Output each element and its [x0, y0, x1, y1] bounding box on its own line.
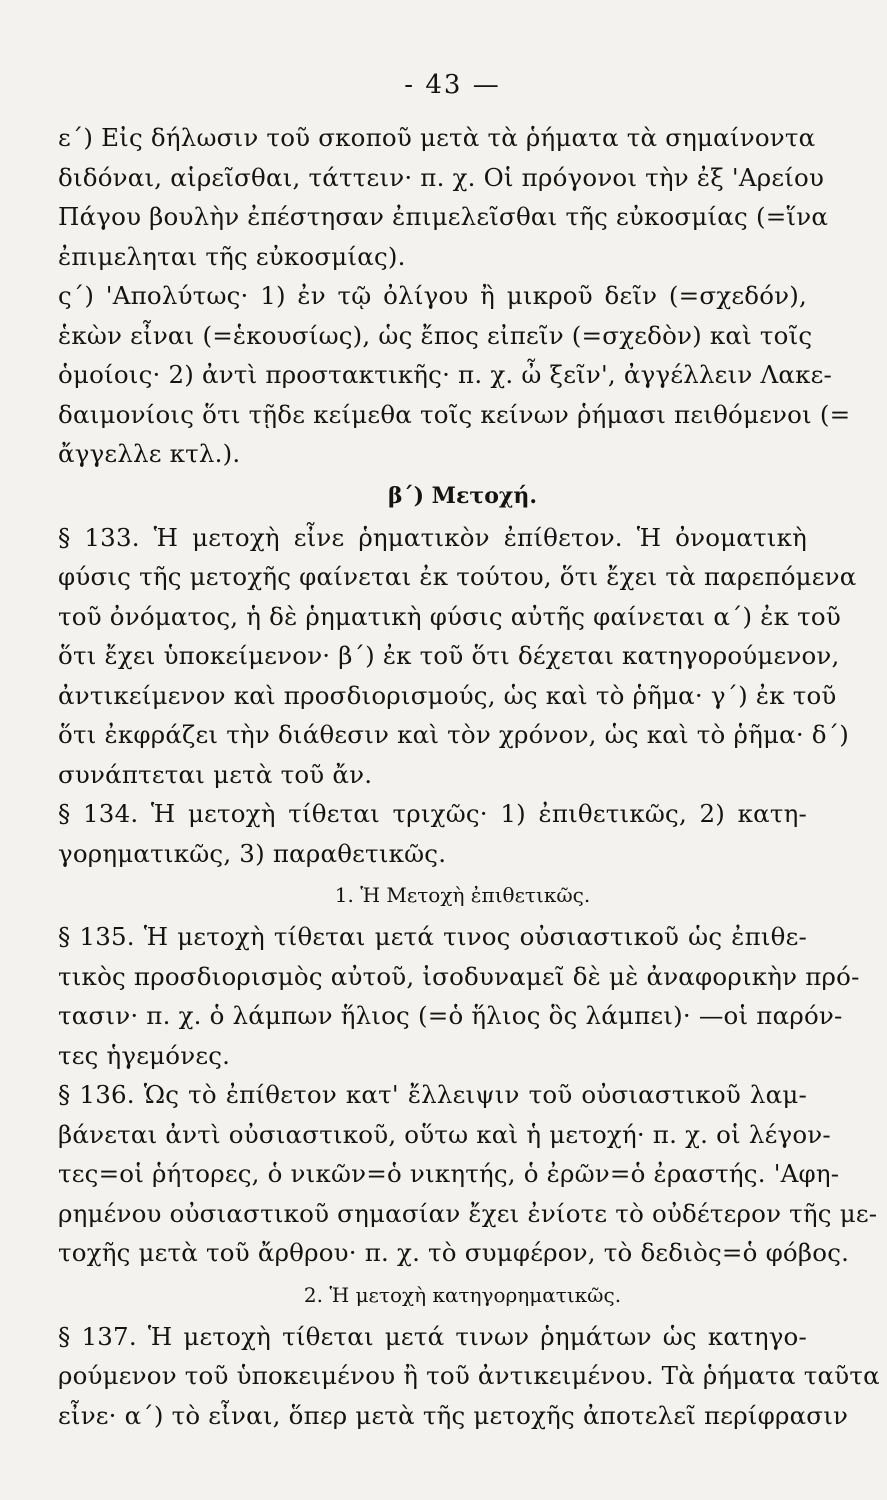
text-line: ἑκὼν εἶναι (=ἑκουσίως), ὡς ἔπος εἰπεῖν (=σχεδὸν) καὶ τοῖς: [58, 320, 813, 350]
text-line: Πάγου βουλὴν ἐπέστησαν ἐπιμελεῖσθαι τῆς εὐκοσμίας (=ἵνα: [58, 202, 829, 231]
subsection-heading-2: 2. Ἡ μετοχὴ κατηγορηματικῶς.: [303, 1282, 622, 1307]
text-line: τοχῆς μετὰ τοῦ ἄρθρου· π. χ. τὸ συμφέρον, τὸ δεδιὸς=ὁ φόβος.: [58, 1238, 850, 1267]
text-line: ἄγγελλε κτλ.).: [58, 439, 241, 468]
paragraph-136: [58, 1075, 878, 1273]
text-line: § 133. Ἡ μετοχὴ εἶνε ῥηματικὸν ἐπίθετον. Ἡ ὀνοματικὴ: [58, 522, 807, 552]
paragraph-137: [58, 1317, 880, 1436]
text-line: § 135. Ἡ μετοχὴ τίθεται μετά τινος οὐσιαστικοῦ ὡς ἐπιθε-: [58, 922, 807, 951]
text-line: διδόναι, αἱρεῖσθαι, τάττειν· π. χ. Οἱ πρόγονοι τὴν ἐξ 'Αρείου: [58, 162, 825, 192]
text-line: ἀντικείμενον καὶ προσδιορισμούς, ὡς καὶ τὸ ῥῆμα· γ΄) ἐκ τοῦ: [58, 680, 837, 710]
text-line: τες ἡγεμόνες.: [58, 1040, 231, 1070]
text-line: § 136. Ὡς τὸ ἐπίθετον κατ' ἔλλειψιν τοῦ οὐσιαστικοῦ λαμ-: [58, 1080, 807, 1109]
text-line: γορηματικῶς, 3) παραθετικῶς.: [58, 838, 447, 868]
text-line: εἶνε· α΄) τὸ εἶναι, ὅπερ μετὰ τῆς μετοχῆς ἀποτελεῖ περίφρασιν: [58, 1400, 849, 1430]
text-line: ρούμενον τοῦ ὑποκειμένου ἢ τοῦ ἀντικειμένου. Τὰ ῥήματα ταῦτα: [58, 1361, 880, 1390]
text-line: ε΄) Εἰς δήλωσιν τοῦ σκοποῦ μετὰ τὰ ῥήματα τὰ σημαίνοντα: [58, 123, 816, 152]
section-heading: β΄) Μετοχή.: [387, 482, 537, 509]
text-line: δαιμονίοις ὅτι τῇδε κείμεθα τοῖς κείνων ῥήμασι πειθόμενοι (=: [58, 399, 851, 429]
paragraph-st: [58, 276, 851, 474]
subsection-heading-1: 1. Ἡ Μετοχὴ ἐπιθετικῶς.: [334, 883, 591, 907]
text-line: τασιν· π. χ. ὁ λάμπων ἥλιος (=ὁ ἥλιος ὃς λάμπει)· —οἱ παρόν-: [58, 1001, 843, 1030]
page-number: - 43 —: [404, 70, 501, 100]
text-line: συνάπτεται μετὰ τοῦ ἄν.: [58, 759, 373, 789]
text-line: τικὸς προσδιορισμὸς αὐτοῦ, ἰσοδυναμεῖ δὲ μὲ ἀναφορικὴν πρό-: [58, 961, 860, 991]
text-line: ς΄) 'Απολύτως· 1) ἐν τῷ ὀλίγου ἢ μικροῦ δεῖν (=σχεδόν),: [58, 281, 807, 310]
paragraph-133: [58, 518, 857, 795]
text-line: φύσις τῆς μετοχῆς φαίνεται ἐκ τούτου, ὅτι ἔχει τὰ παρεπόμενα: [58, 562, 857, 591]
paragraph-135: [58, 917, 860, 1075]
text-line: τες=οἱ ῥήτορες, ὁ νικῶν=ὁ νικητής, ὁ ἐρῶν=ὁ ἐραστής. 'Αφη-: [58, 1159, 840, 1188]
text-line: § 134. Ἡ μετοχὴ τίθεται τριχῶς· 1) ἐπιθετικῶς, 2) κατη-: [58, 799, 807, 828]
text-line: ὅτι ἔχει ὑποκείμενον· β΄) ἐκ τοῦ ὅτι δέχεται κατηγορούμενον,: [58, 641, 840, 670]
paragraph-e: [58, 118, 829, 276]
text-line: ὁμοίοις· 2) ἀντὶ προστακτικῆς· π. χ. ὦ ξεῖν', ἀγγέλλειν Λακε-: [58, 360, 832, 389]
text-line: ἐπιμεληται τῆς εὐκοσμίας).: [58, 241, 406, 271]
text-line: βάνεται ἀντὶ οὐσιαστικοῦ, οὕτω καὶ ἡ μετοχή· π. χ. οἱ λέγον-: [58, 1119, 831, 1149]
text-line: § 137. Ἡ μετοχὴ τίθεται μετά τινων ῥημάτων ὡς κατηγο-: [58, 1321, 807, 1351]
text-line: ρημένου οὐσιαστικοῦ σημασίαν ἔχει ἐνίοτε τὸ οὐδέτερον τῆς με-: [58, 1198, 878, 1228]
text-line: ὅτι ἐκφράζει τὴν διάθεσιν καὶ τὸν χρόνον, ὡς καὶ τὸ ῥῆμα· δ΄): [58, 720, 849, 749]
paragraph-134: [58, 794, 807, 873]
text-line: τοῦ ὀνόματος, ἡ δὲ ῥηματικὴ φύσις αὐτῆς φαίνεται α΄) ἐκ τοῦ: [58, 601, 841, 631]
